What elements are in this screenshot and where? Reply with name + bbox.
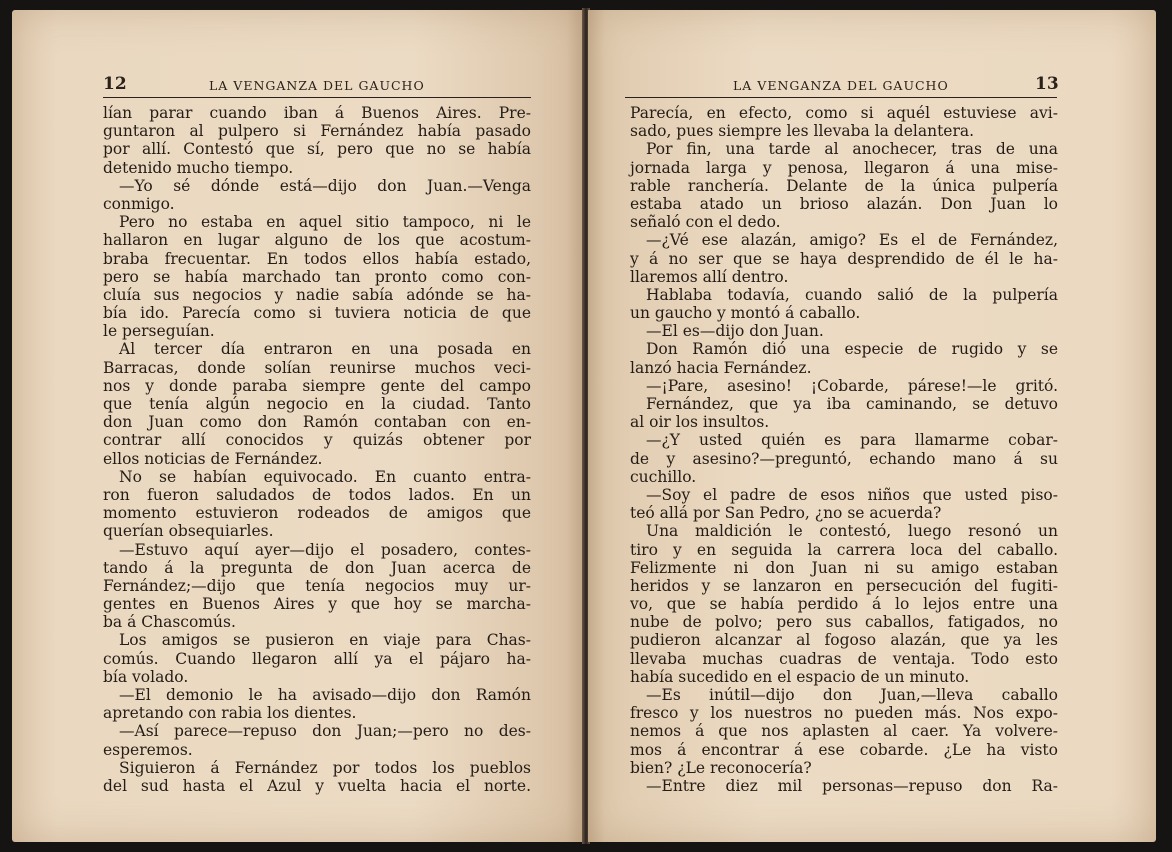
text-line: había sucedido en el espacio de un minuto. <box>630 667 970 686</box>
text-line: bía ido. Parecía como si tuviera noticia de que <box>103 304 531 323</box>
text-line: bía volado. <box>103 667 189 686</box>
text-line: teó allá por San Pedro, ¿no se acuerda? <box>630 504 942 523</box>
text-line: ba á Chascomús. <box>103 613 236 632</box>
text-line: pudieron alcanzar al fogoso alazán, que ya les <box>630 631 1058 650</box>
text-line: Una maldición le contestó, luego resonó un <box>646 522 1058 541</box>
text-line: llaremos allí dentro. <box>630 267 789 286</box>
text-line: cluía sus negocios y nadie sabía adónde se ha- <box>103 285 531 304</box>
body-text <box>630 104 1058 795</box>
text-line: don Juan como don Ramón contaban con en- <box>103 413 531 432</box>
page-number: 12 <box>103 74 127 94</box>
text-line: Pero no estaba en aquel sitio tampoco, ni le <box>119 213 531 232</box>
text-line: apretando con rabia los dientes. <box>103 704 357 723</box>
text-line: por allí. Contestó que sí, pero que no se había <box>103 140 531 159</box>
text-line: le perseguían. <box>103 322 215 341</box>
text-line: nos y donde paraba siempre gente del campo <box>103 376 531 395</box>
running-head: LA VENGANZA DEL GAUCHO <box>733 78 949 93</box>
text-line: esperemos. <box>103 740 193 759</box>
text-line: y á no ser que se haya desprendido de él le ha- <box>630 249 1058 268</box>
text-line: —¡Pare, asesino! ¡Cobarde, párese!—le gritó. <box>646 376 1058 395</box>
text-line: bien? ¿Le reconocería? <box>630 758 812 777</box>
page-number: 13 <box>1035 74 1059 94</box>
text-line: —El es—dijo don Juan. <box>646 322 824 341</box>
left-page <box>12 10 584 842</box>
text-line: —Yo sé dónde está—dijo don Juan.—Venga <box>119 176 531 195</box>
body-text <box>103 104 531 795</box>
text-line: que tenía algún negocio en la ciudad. Tanto <box>103 395 531 413</box>
text-line: tando á la pregunta de don Juan acerca de <box>103 558 531 577</box>
header-rule <box>625 97 1057 98</box>
text-line: Barracas, donde solían reunirse muchos veci- <box>103 358 531 377</box>
text-line: guntaron al pulpero si Fernández había pasado <box>103 122 531 141</box>
text-line: Siguieron á Fernández por todos los pueblos <box>119 758 531 777</box>
text-line: nemos á que nos aplasten al caer. Ya volvere- <box>630 722 1058 741</box>
text-line: al oir los insultos. <box>630 413 770 432</box>
header-rule <box>103 97 531 98</box>
text-line: Por fin, una tarde al anochecer, tras de una <box>646 140 1058 159</box>
text-line: llevaba muchas cuadras de ventaja. Todo esto <box>630 649 1058 668</box>
text-line: detenido mucho tiempo. <box>103 158 294 177</box>
text-line: —Así parece—repuso don Juan;—pero no des- <box>119 722 531 741</box>
text-line: jornada larga y penosa, llegaron á una mise- <box>630 158 1058 177</box>
text-line: —Es inútil—dijo don Juan,—lleva caballo <box>646 686 1058 704</box>
text-line: del sud hasta el Azul y vuelta hacia el norte. <box>103 776 531 795</box>
text-line: hallaron en lugar alguno de los que acostum- <box>103 231 531 250</box>
text-line: ron fueron saludados de todos lados. En un <box>103 485 531 504</box>
text-line: contrar allí conocidos y quizás obtener por <box>103 431 531 450</box>
text-line: —¿Vé ese alazán, amigo? Es el de Fernández, <box>646 231 1058 250</box>
text-line: estaba atado un brioso alazán. Don Juan lo <box>630 194 1058 213</box>
text-line: conmigo. <box>103 194 175 213</box>
text-line: comús. Cuando llegaron allí ya el pájaro ha- <box>103 649 531 668</box>
text-line: —Entre diez mil personas—repuso don Ra- <box>646 776 1058 795</box>
text-line: Don Ramón dió una especie de rugido y se <box>646 340 1058 359</box>
text-line: Fernández, que ya iba caminando, se detuvo <box>646 395 1058 413</box>
text-line: rable ranchería. Delante de la única pulpería <box>630 176 1058 195</box>
text-line: mos á encontrar á ese cobarde. ¿Le ha visto <box>630 740 1058 759</box>
text-line: tiro y en seguida la carrera loca del caballo. <box>630 540 1058 559</box>
text-line: momento estuvieron rodeados de amigos que <box>103 504 531 523</box>
text-line: heridos y se lanzaron en persecución del fugiti- <box>630 576 1058 595</box>
text-line: —Estuvo aquí ayer—dijo el posadero, contes- <box>119 540 531 559</box>
text-line: —¿Y usted quién es para llamarme cobar- <box>646 431 1058 450</box>
text-line: Los amigos se pusieron en viaje para Chas- <box>119 631 531 650</box>
text-line: de y asesino?—preguntó, echando mano á su <box>630 449 1058 468</box>
text-line: Al tercer día entraron en una posada en <box>119 340 531 359</box>
text-line: fresco y los nuestros no pueden más. Nos expo- <box>630 704 1058 723</box>
text-line: querían obsequiarles. <box>103 522 274 541</box>
text-line: gentes en Buenos Aires y que hoy se marcha- <box>103 595 531 614</box>
text-line: sado, pues siempre les llevaba la delantera. <box>630 122 975 141</box>
text-line: No se habían equivocado. En cuanto entra- <box>119 467 531 486</box>
text-line: braba frecuentar. En todos ellos había estado, <box>103 249 531 268</box>
right-page <box>588 10 1156 842</box>
text-line: lían parar cuando iban á Buenos Aires. Pre- <box>103 104 531 122</box>
text-line: cuchillo. <box>630 467 697 486</box>
text-line: Parecía, en efecto, como si aquél estuviese avi- <box>630 104 1058 122</box>
text-line: nube de polvo; pero sus caballos, fatigados, no <box>630 613 1058 632</box>
text-line: señaló con el dedo. <box>630 213 781 232</box>
text-line: lanzó hacia Fernández. <box>630 358 812 377</box>
text-line: —Soy el padre de esos niños que usted piso- <box>646 485 1058 504</box>
text-line: Fernández;—dijo que tenía negocios muy ur- <box>103 576 531 595</box>
text-line: Hablaba todavía, cuando salió de la pulpería <box>646 285 1058 304</box>
text-line: pero se había marchado tan pronto como con- <box>103 267 531 286</box>
text-line: un gaucho y montó á caballo. <box>630 304 861 323</box>
text-line: vo, que se había perdido á lo lejos entre una <box>630 595 1058 614</box>
text-line: ellos noticias de Fernández. <box>103 449 323 468</box>
text-line: Felizmente ni don Juan ni su amigo estaban <box>630 558 1058 577</box>
running-head: LA VENGANZA DEL GAUCHO <box>209 78 425 93</box>
text-line: —El demonio le ha avisado—dijo don Ramón <box>119 686 531 704</box>
